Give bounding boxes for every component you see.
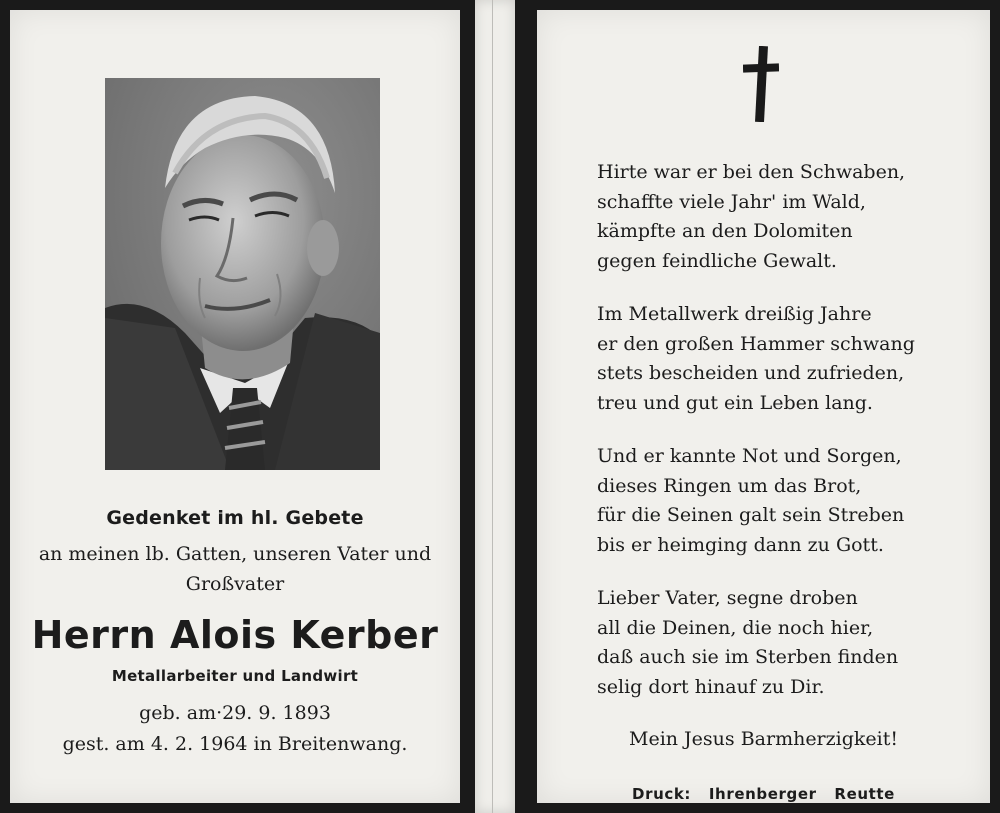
verse-line: Und er kannte Not und Sorgen, — [597, 445, 902, 467]
verse-line: gegen feindliche Gewalt. — [597, 249, 837, 272]
printer-town: Reutte — [834, 785, 895, 803]
verse-line: bis er heimging dann zu Gott. — [597, 533, 884, 556]
verse-line: für die Seinen galt sein Streben — [597, 504, 905, 526]
poem-verse — [597, 300, 977, 418]
verse-line: treu und gut ein Leben lang. — [597, 391, 873, 414]
verse-line: stets bescheiden und zufrieden, — [597, 362, 905, 384]
memorial-heading: Gedenket im hl. Gebete — [106, 507, 364, 529]
card-back — [537, 10, 990, 803]
verse-line: Im Metallwerk dreißig Jahre — [597, 303, 872, 325]
printer-name: Ihrenberger — [708, 785, 817, 803]
poem-verse — [597, 158, 977, 276]
death-date-line: gest. am 4. 2. 1964 in Breitenwang. — [62, 733, 408, 755]
deceased-name: Herrn Alois Kerber — [31, 613, 439, 657]
verse-line: selig dort hinauf zu Dir. — [597, 675, 825, 698]
verse-line: Hirte war er bei den Schwaben, — [597, 161, 906, 183]
card-front — [10, 10, 460, 803]
verse-line: daß auch sie im Sterben finden — [597, 646, 899, 668]
verse-line: er den großen Hammer schwang — [597, 332, 915, 355]
dedication-line: Großvater — [185, 573, 285, 595]
verse-line: dieses Ringen um das Brot, — [597, 474, 862, 497]
poem-verse — [597, 584, 977, 702]
printer-label: Druck: — [632, 785, 692, 803]
dedication-line: an meinen lb. Gatten, unseren Vater und — [38, 543, 432, 565]
verse-line: schaffte viele Jahr' im Wald, — [597, 190, 866, 213]
occupation: Metallarbeiter und Landwirt — [111, 667, 359, 685]
verse-line: all die Deinen, die noch hier, — [597, 616, 874, 639]
verse-line: kämpfte an den Dolomiten — [597, 220, 853, 242]
closing-prayer: Mein Jesus Barmherzigkeit! — [629, 728, 898, 750]
verse-line: Lieber Vater, segne droben — [597, 587, 858, 609]
birth-date-line: geb. am·29. 9. 1893 — [139, 702, 331, 724]
deceased-portrait — [105, 78, 380, 470]
printer-credit — [537, 785, 990, 803]
poem-verse — [597, 442, 977, 560]
latin-cross-icon — [743, 46, 779, 122]
card-fold — [460, 0, 537, 813]
